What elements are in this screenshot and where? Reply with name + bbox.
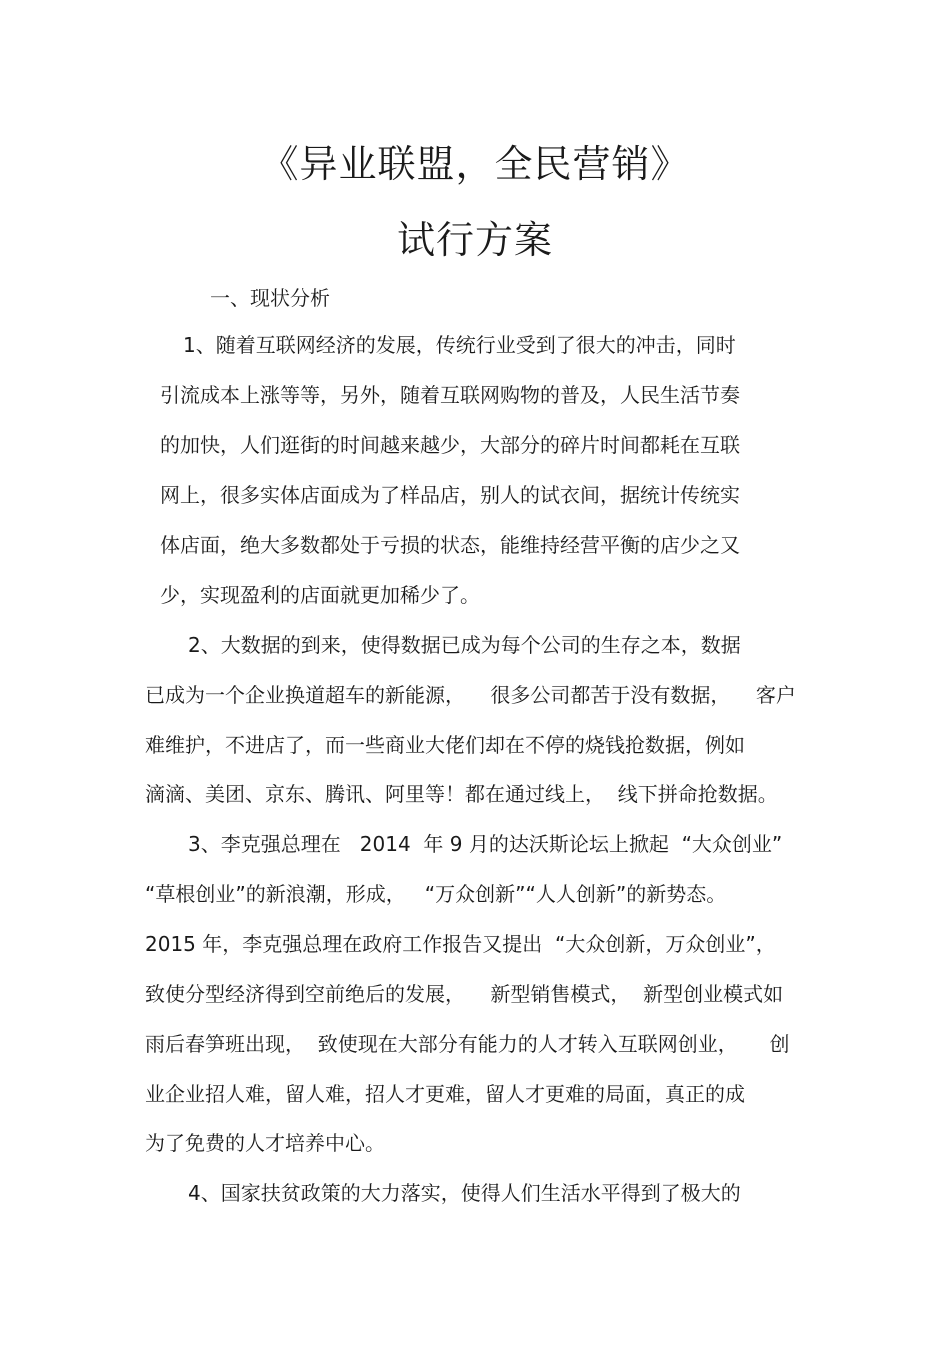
- document-subtitle: 试行方案: [396, 218, 553, 262]
- paragraph-line: 已成为一个企业换道超车的新能源， 很多公司都苦于没有数据， 客户: [145, 683, 796, 707]
- paragraph-line: 的加快，人们逛街的时间越来越少，大部分的碎片时间都耗在互联: [160, 433, 740, 457]
- section-heading: 一、现状分析: [210, 286, 330, 310]
- paragraph-line: 2015 年，李克强总理在政府工作报告又提出 “大众创新，万众创业”，: [145, 932, 776, 956]
- paragraph-line: 少，实现盈利的店面就更加稀少了。: [160, 583, 480, 607]
- paragraph-line: 致使分型经济得到空前绝后的发展， 新型销售模式， 新型创业模式如: [145, 982, 784, 1006]
- paragraph-line: “草根创业”的新浪潮，形成， “万众创新”“人人创新”的新势态。: [145, 882, 727, 906]
- paragraph-line: 2、大数据的到来，使得数据已成为每个公司的生存之本，数据: [188, 633, 741, 657]
- paragraph-line: 雨后春笋班出现， 致使现在大部分有能力的人才转入互联网创业， 创: [145, 1032, 790, 1056]
- paragraph-line: 1、随着互联网经济的发展，传统行业受到了很大的冲击，同时: [183, 333, 736, 357]
- paragraph-line: 滴滴、美团、京东、腾讯、阿里等！都在通过线上， 线下拼命抢数据。: [145, 782, 778, 806]
- paragraph-line: 网上，很多实体店面成为了样品店，别人的试衣间，据统计传统实: [160, 483, 740, 507]
- paragraph-line: 体店面，绝大多数都处于亏损的状态，能维持经营平衡的店少之又: [160, 533, 740, 557]
- paragraph-line: 引流成本上涨等等，另外，随着互联网购物的普及，人民生活节奏: [160, 383, 740, 407]
- document-title: 《异业联盟，全民营销》: [260, 142, 690, 186]
- paragraph-line: 3、李克强总理在 2014 年 9 月的达沃斯论坛上掀起 “大众创业”: [188, 832, 783, 856]
- paragraph-line: 4、国家扶贫政策的大力落实，使得人们生活水平得到了极大的: [188, 1181, 741, 1205]
- paragraph-line: 难维护，不进店了，而一些商业大佬们却在不停的烧钱抢数据，例如: [145, 733, 745, 757]
- paragraph-line: 业企业招人难，留人难，招人才更难，留人才更难的局面，真正的成: [145, 1082, 745, 1106]
- paragraph-line: 为了免费的人才培养中心。: [145, 1131, 385, 1155]
